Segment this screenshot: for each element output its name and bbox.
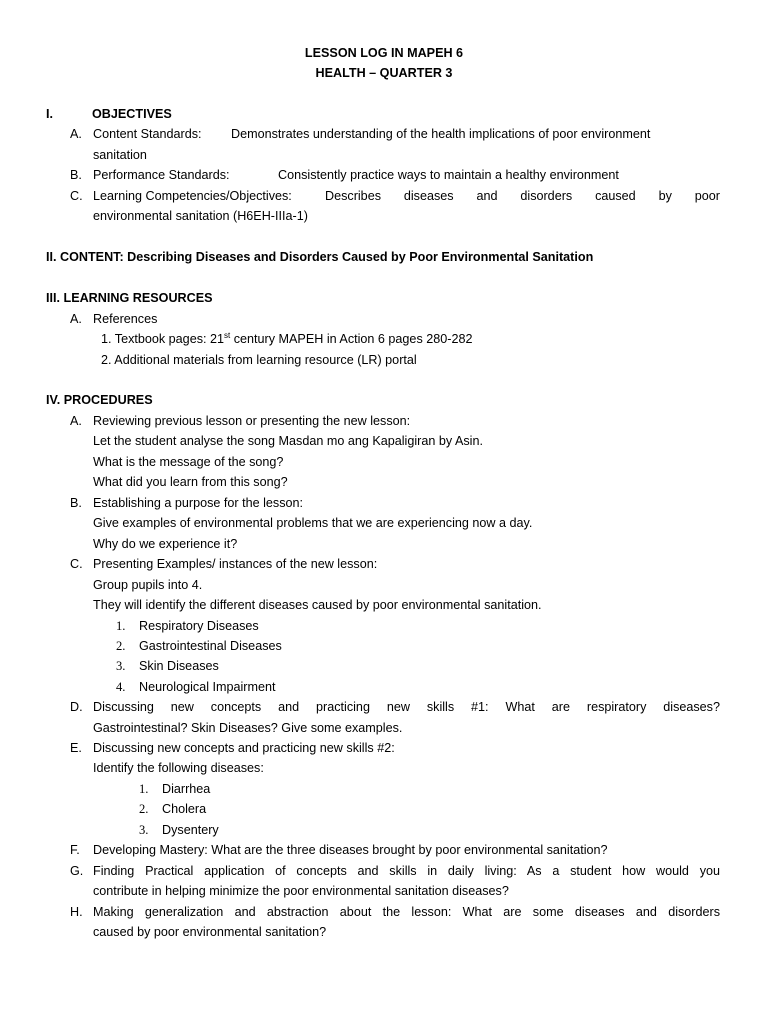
- procedure-letter-e: E.: [70, 741, 82, 755]
- procedure-letter-b: B.: [70, 496, 82, 510]
- list-number: 1.: [139, 782, 149, 796]
- procedure-letter-c: C.: [70, 557, 83, 571]
- objective-letter-b: B.: [70, 168, 82, 182]
- procedure-title-c: Presenting Examples/ instances of the new lesson:: [93, 557, 378, 571]
- section-numeral-objectives: I.: [46, 107, 53, 121]
- document-title: LESSON LOG IN MAPEH 6: [304, 46, 464, 60]
- reference-lr-portal: 2. Additional materials from learning resource (LR) portal: [101, 353, 417, 367]
- objective-text-performance-standards: Consistently practice ways to maintain a healthy environment: [278, 168, 619, 182]
- document-subtitle: HEALTH – QUARTER 3: [315, 66, 453, 80]
- procedure-h-line-1: Making generalization and abstraction about the lesson: What are some diseases and disorders: [93, 905, 720, 919]
- resources-references-label: References: [93, 312, 158, 326]
- procedure-h-line-2: caused by poor environmental sanitation?: [93, 925, 327, 939]
- reference-textbook-ordinal: st: [224, 330, 231, 340]
- objective-letter-c: C.: [70, 189, 83, 203]
- reference-textbook: [101, 331, 472, 347]
- procedure-title-a: Reviewing previous lesson or presenting the new lesson:: [93, 414, 411, 428]
- reference-textbook-prefix: 1. Textbook pages: 21: [101, 332, 224, 346]
- procedure-letter-a: A.: [70, 414, 82, 428]
- list-number: 3.: [116, 659, 126, 673]
- objective-label-performance-standards: Performance Standards:: [93, 168, 230, 182]
- list-number: 4.: [116, 680, 126, 694]
- objective-label-learning-competencies: Learning Competencies/Objectives:: [93, 189, 292, 203]
- list-item-cholera: Cholera: [162, 802, 207, 816]
- objective-text-content-standards: Demonstrates understanding of the health implications of poor environment: [231, 127, 651, 141]
- procedure-d-line-2: Gastrointestinal? Skin Diseases? Give some examples.: [93, 721, 403, 735]
- list-number: 2.: [139, 802, 149, 816]
- procedure-a-line-2: What is the message of the song?: [93, 455, 284, 469]
- procedure-a-line-3: What did you learn from this song?: [93, 475, 288, 489]
- objective-letter-a: A.: [70, 127, 82, 141]
- objective-text-content-standards-cont: sanitation: [93, 148, 147, 162]
- section-heading-objectives: OBJECTIVES: [92, 107, 172, 121]
- list-item-dysentery: Dysentery: [162, 823, 219, 837]
- procedure-letter-g: G.: [70, 864, 84, 878]
- list-item-respiratory: Respiratory Diseases: [139, 619, 259, 633]
- list-number: 1.: [116, 619, 126, 633]
- objective-text-learning-competencies: Describes diseases and disorders caused by poor: [325, 189, 720, 203]
- resources-letter-a: A.: [70, 312, 82, 326]
- objective-label-content-standards: Content Standards:: [93, 127, 202, 141]
- procedure-c-line-2: They will identify the different diseases caused by poor environmental sanitation.: [93, 598, 542, 612]
- section-heading-learning-resources: III. LEARNING RESOURCES: [46, 291, 213, 305]
- procedure-title-b: Establishing a purpose for the lesson:: [93, 496, 304, 510]
- procedure-b-line-2: Why do we experience it?: [93, 537, 238, 551]
- objective-text-learning-competencies-cont: environmental sanitation (H6EH-IIIa-1): [93, 209, 308, 223]
- procedure-g-line-2: contribute in helping minimize the poor environmental sanitation diseases?: [93, 884, 509, 898]
- procedure-title-e: Discussing new concepts and practicing new skills #2:: [93, 741, 395, 755]
- section-heading-procedures: IV. PROCEDURES: [46, 393, 153, 407]
- reference-textbook-suffix: century MAPEH in Action 6 pages 280-282: [230, 332, 473, 346]
- procedure-letter-d: D.: [70, 700, 83, 714]
- procedure-letter-h: H.: [70, 905, 83, 919]
- procedure-letter-f: F.: [70, 843, 80, 857]
- procedure-g-line-1: Finding Practical application of concepts and skills in daily living: As a student how would you: [93, 864, 720, 878]
- list-number: 3.: [139, 823, 149, 837]
- section-heading-content: II. CONTENT: Describing Diseases and Disorders Caused by Poor Environmental Sanitation: [46, 250, 594, 264]
- procedure-d-line-1: Discussing new concepts and practicing new skills #1: What are respiratory diseases?: [93, 700, 720, 714]
- procedure-c-line-1: Group pupils into 4.: [93, 578, 203, 592]
- list-item-neurological: Neurological Impairment: [139, 680, 276, 694]
- procedure-a-line-1: Let the student analyse the song Masdan mo ang Kapaligiran by Asin.: [93, 434, 483, 448]
- list-item-skin: Skin Diseases: [139, 659, 219, 673]
- procedure-b-line-1: Give examples of environmental problems that we are experiencing now a day.: [93, 516, 533, 530]
- list-item-gastrointestinal: Gastrointestinal Diseases: [139, 639, 282, 653]
- procedure-f-line-1: Developing Mastery: What are the three diseases brought by poor environmental sanitation?: [93, 843, 608, 857]
- procedure-e-line-1: Identify the following diseases:: [93, 761, 264, 775]
- list-item-diarrhea: Diarrhea: [162, 782, 211, 796]
- list-number: 2.: [116, 639, 126, 653]
